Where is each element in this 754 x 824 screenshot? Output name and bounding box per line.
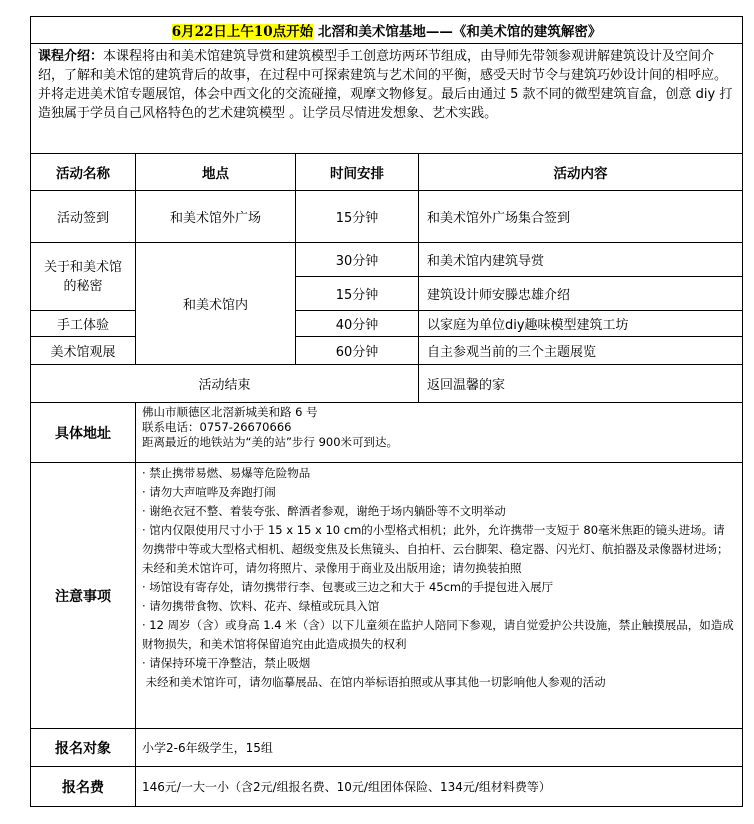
exhibit-name: 美术馆观展 [31, 337, 136, 365]
notes-list [136, 463, 743, 729]
header-time: 时间安排 [296, 154, 419, 191]
notes-item: · 请勿携带食物、饮料、花卉、绿植或玩具入馆 [142, 599, 380, 613]
flyer-title [31, 17, 743, 44]
target-label: 报名对象 [31, 729, 136, 767]
schedule-row-end [31, 365, 743, 403]
notes-item: 未经和美术馆许可，请勿临摹展品、在馆内举标语拍照或从事其他一切影响他人参观的活动 [142, 675, 606, 689]
signin-place: 和美术馆外广场 [136, 191, 296, 243]
end-content: 返回温馨的家 [419, 365, 743, 403]
notes-row [31, 463, 743, 729]
target-row [31, 729, 743, 767]
course-intro [31, 44, 743, 154]
notes-item: · 请保持环境干净整洁，禁止吸烟 [142, 656, 311, 670]
craft-name: 手工体验 [31, 311, 136, 337]
notes-item: · 请勿大声喧哗及奔跑打闹 [142, 485, 276, 499]
target-value: 小学2-6年级学生，15组 [136, 729, 743, 767]
exhibit-time: 60分钟 [296, 337, 419, 365]
schedule-row-tour [31, 243, 743, 277]
craft-time: 40分钟 [296, 311, 419, 337]
notes-label: 注意事项 [31, 463, 136, 729]
architect-time: 15分钟 [296, 277, 419, 311]
schedule-row-signin [31, 191, 743, 243]
fee-label: 报名费 [31, 767, 136, 807]
header-activity-name: 活动名称 [31, 154, 136, 191]
title-text: 北滘和美术馆基地——《和美术馆的建筑解密》 [313, 24, 602, 40]
secret-name: 关于和美术馆的秘密 [31, 243, 136, 311]
signin-time: 15分钟 [296, 191, 419, 243]
notes-item: · 馆内仅限使用尺寸小于 15 x 15 x 10 cm的小型格式相机；此外，允许携带一支短于 80毫米焦距的镜头进场。请勿携带中等或大型格式相机、超级变焦及长焦镜头、自拍杆、云台脚架、稳定器、闪光灯、航拍器及录像器材进场；未经和美术馆许可，请勿将照片、录像用于商业及出版用途；请勿换装拍照 [142, 523, 729, 575]
notes-item: · 12 周岁（含）或身高 1.4 米（含）以下儿童须在监护人陪同下参观，请自觉爱护公共设施，禁止触摸展品，如造成财物损失，和美术馆将保留追究由此造成损失的权利 [142, 618, 734, 651]
craft-content: 以家庭为单位diy趣味模型建筑工坊 [419, 311, 743, 337]
phone-line: 联系电话：0757-26670666 [142, 420, 292, 434]
architect-content: 建筑设计师安滕忠雄介绍 [419, 277, 743, 311]
title-date-highlight: 6月22日上午10点开始 [171, 24, 314, 40]
inside-place: 和美术馆内 [136, 243, 296, 365]
end-name: 活动结束 [31, 365, 419, 403]
activity-flyer-table [30, 16, 742, 816]
course-intro-text: 本课程将由和美术馆建筑导赏和建筑模型手工创意坊两环节组成，由导师先带领参观讲解建筑设计及空间介绍，了解和美术馆的建筑背后的故事，在过程中可探索建筑与艺术间的平衡，感受天时节令与建筑巧妙设计间的相呼应。并将走进美术馆专题展馆，体会中西文化的交流碰撞，观摩文物修复。最后由通过 5 款不同的微型建筑盲盒，创意 diy 打造独属于学员自己风格特色的艺术建筑模型 。让学员尽情进发想象、艺术实践。 [38, 49, 733, 121]
schedule-header-row [31, 154, 743, 191]
header-content: 活动内容 [419, 154, 743, 191]
notes-item: · 禁止携带易燃、易爆等危险物品 [142, 466, 311, 480]
address-block [136, 403, 743, 463]
metro-line: 距离最近的地铁站为“美的站”步行 900米可到达。 [142, 435, 399, 449]
tour-content: 和美术馆内建筑导赏 [419, 243, 743, 277]
address-label: 具体地址 [31, 403, 136, 463]
signin-content: 和美术馆外广场集合签到 [419, 191, 743, 243]
notes-item: · 场馆设有寄存处，请勿携带行李、包裹或三边之和大于 45cm的手提包进入展厅 [142, 580, 554, 594]
tour-time: 30分钟 [296, 243, 419, 277]
address-line: 佛山市顺德区北滘新城美和路 6 号 [142, 405, 318, 419]
course-intro-label: 课程介绍： [38, 49, 104, 64]
fee-row [31, 767, 743, 807]
signin-name: 活动签到 [31, 191, 136, 243]
header-place: 地点 [136, 154, 296, 191]
fee-value: 146元/一大一小（含2元/组报名费、10元/组团体保险、134元/组材料费等） [136, 767, 743, 807]
exhibit-content: 自主参观当前的三个主题展览 [419, 337, 743, 365]
address-row [31, 403, 743, 463]
notes-item: · 谢绝衣冠不整、着装夸张、醉酒者参观，谢绝于场内躺卧等不文明举动 [142, 504, 506, 518]
